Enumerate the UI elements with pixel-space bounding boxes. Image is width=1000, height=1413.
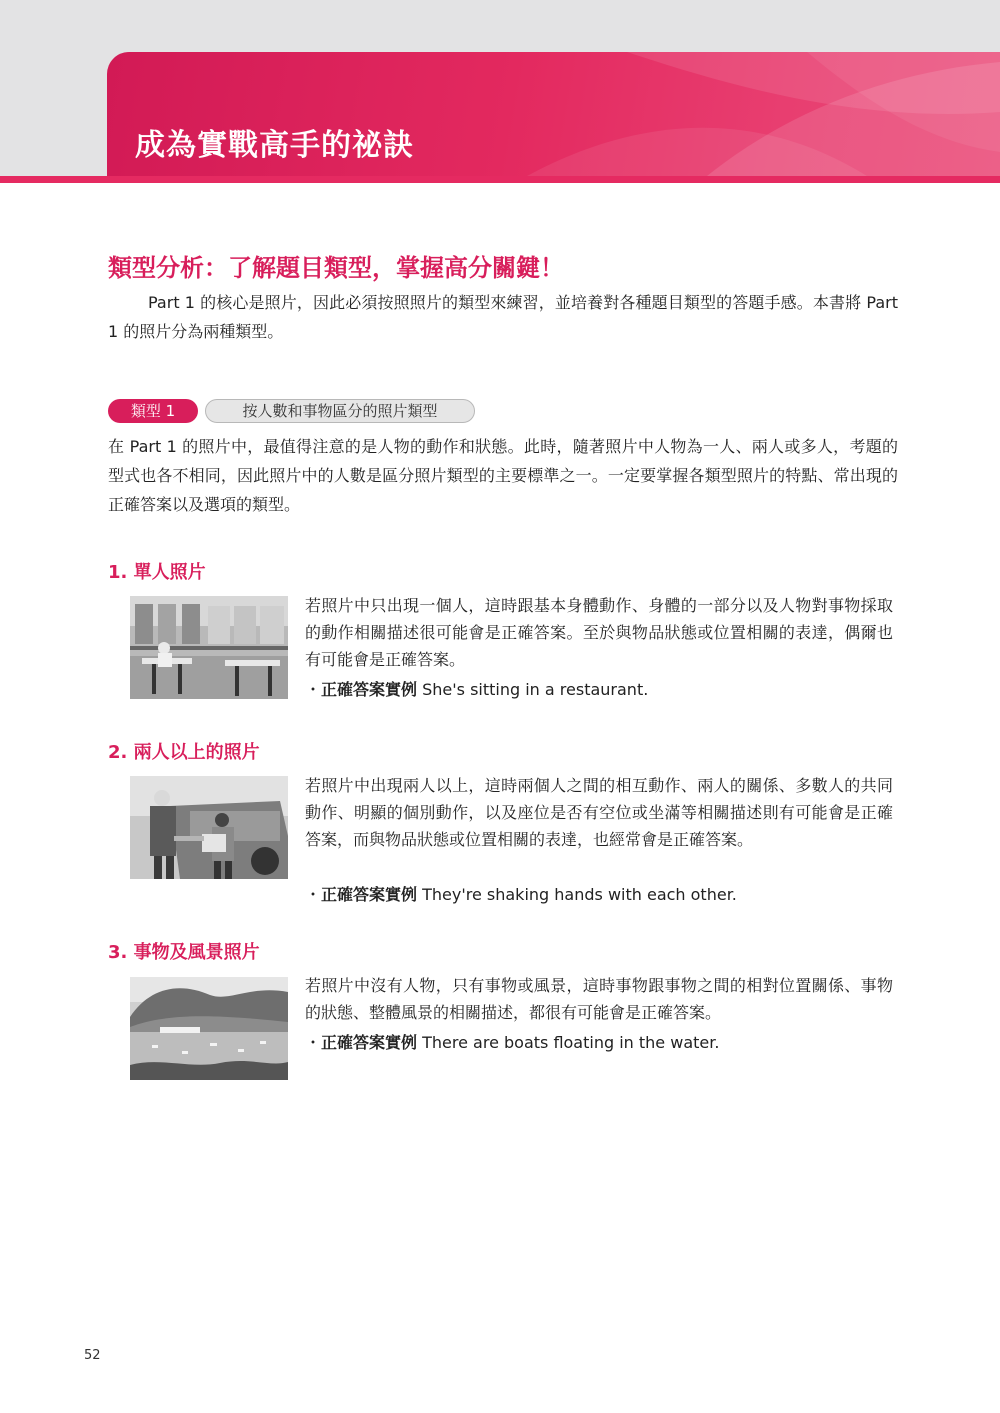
restaurant-illustration — [130, 596, 288, 699]
page-title: 成為實戰高手的祕訣 — [135, 128, 414, 163]
type-description: 按人數和事物區分的照片類型 — [205, 399, 475, 423]
intro-paragraph: Part 1 的核心是照片，因此必須按照照片的類型來練習，並培養對各種題目類型的答題手感。本書將 Part 1 的照片分為兩種類型。 — [108, 293, 898, 341]
example-label: 正確答案實例 — [321, 885, 418, 904]
example-single-person — [305, 677, 648, 700]
type-paragraph: 在 Part 1 的照片中，最值得注意的是人物的動作和狀態。此時，隨著照片中人物為一人、兩人或多人，考題的型式也各不相同，因此照片中的人數是區分照片類型的主要標準之一。一定要掌握各類型照片的特點、常出現的正確答案以及選項的類型。 — [108, 437, 898, 514]
item-heading-scenery: 3. 事物及風景照片 — [108, 942, 260, 963]
item-text-single-person: 若照片中只出現一個人，這時跟基本身體動作、身體的一部分以及人物對事物採取的動作相關描述很可能會是正確答案。至於與物品狀態或位置相關的表達，偶爾也有可能會是正確答案。 — [305, 596, 893, 669]
item-heading-single-person: 1. 單人照片 — [108, 562, 206, 583]
page-number: 52 — [84, 1348, 101, 1363]
handshake-illustration — [130, 776, 288, 879]
item-text-multiple-people: 若照片中出現兩人以上，這時兩個人之間的相互動作、兩人的關係、多數人的共同動作、明顯的個別動作，以及座位是否有空位或坐滿等相關描述則有可能會是正確答案，而與物品狀態或位置相關的表達，也經常會是正確答案。 — [305, 776, 893, 849]
example-scenery — [305, 1030, 719, 1053]
type-badge: 類型 1 — [108, 399, 198, 423]
bullet: ・ — [305, 1033, 322, 1052]
example-label: 正確答案實例 — [321, 680, 418, 699]
bullet: ・ — [305, 885, 322, 904]
item-heading-multiple-people: 2. 兩人以上的照片 — [108, 742, 260, 763]
harbor-illustration — [130, 977, 288, 1080]
section-heading: 類型分析：了解題目類型，掌握高分關鍵！ — [108, 254, 564, 282]
example-text: There are boats floating in the water. — [417, 1033, 720, 1052]
photo-restaurant — [130, 596, 288, 699]
photo-handshake — [130, 776, 288, 879]
example-text: They're shaking hands with each other. — [417, 885, 737, 904]
header-underline — [0, 176, 1000, 183]
example-multiple-people — [305, 882, 737, 905]
photo-harbor — [130, 977, 288, 1080]
example-label: 正確答案實例 — [321, 1033, 418, 1052]
example-text: She's sitting in a restaurant. — [417, 680, 649, 699]
item-text-scenery: 若照片中沒有人物，只有事物或風景，這時事物跟事物之間的相對位置關係、事物的狀態、整體風景的相關描述，都很有可能會是正確答案。 — [305, 976, 893, 1022]
bullet: ・ — [305, 680, 322, 699]
